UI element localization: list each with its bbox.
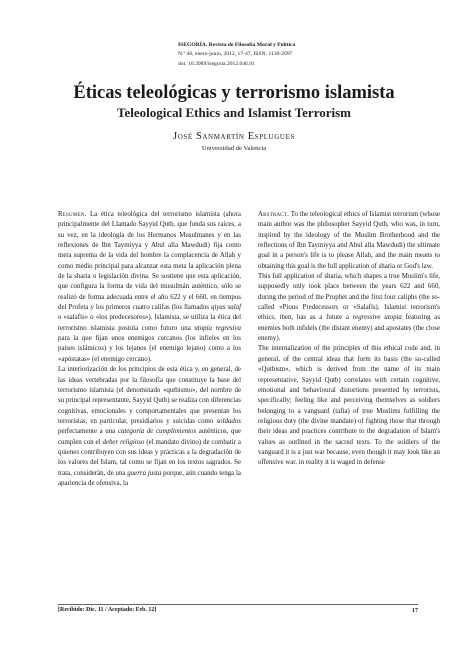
author-name: José Sanmartín Esplugues bbox=[173, 131, 295, 142]
title-english: Teleological Ethics and Islamist Terrorism bbox=[116, 105, 351, 120]
title-spanish: Éticas teleológicas y terrorismo islamista bbox=[73, 83, 395, 103]
abstract-es-text: para la que fijan unos enemigos cercanos (los infieles en los países islámicos) y los lejanos (el enemigo lejano) como a los «apóstatas» (el enemigo cercano). bbox=[58, 335, 241, 363]
abstract-es-paragraph-2 bbox=[58, 365, 241, 489]
abstract-es-text: (el mandato divino) de combatir a quienes contribuyen con sus ideas y prácticas a la degradación de los valores del Islam, tal como se fijan en los textos sagrados. Se trata, considerán, de una bbox=[58, 438, 241, 477]
abstract-en-label: Abstract. bbox=[258, 211, 290, 218]
abstract-en-text: To the teleological ethics of Islamist terrorism (whose main author was the philosopher Sayyid Qutb, who was, in turn, inspired by the ideology of the Muslim Brotherhood and the reflections of Ibn Taymiyya and Abul alla Mawdudi) the ultimate goal in a person's life is to please Allah, and the main means to obtaining this goal is the full application of sharia or God's law. bbox=[258, 211, 440, 270]
abstract-en-paragraph-3 bbox=[258, 344, 440, 468]
abstract-es-text: perfectamente a una bbox=[58, 428, 116, 436]
abstract-en-text: This full application of sharia, which shapes a true Muslim's life, supposedly only took place between the years 622 and 660, during the period of the Prophet and the first four caliphs (the so-called «Pious Predecessors or «Salafís). Islamist terrorism's ethics, then, has as a futute a bbox=[258, 273, 440, 322]
abstract-en-paragraph-1 bbox=[258, 210, 440, 272]
abstract-es-italic: deber religioso bbox=[102, 438, 145, 446]
abstract-es-italic: soldados bbox=[216, 417, 241, 425]
abstract-es-italic: utopía regresiva bbox=[194, 324, 241, 332]
abstract-en-italic: regressive utopia bbox=[352, 314, 402, 322]
abstract-es-text: auténticos, que cumplen con el bbox=[58, 428, 241, 446]
abstract-en-text: featuring as enemies both infidels (the distant enemy) and apostates (the close enemy). bbox=[258, 314, 440, 343]
title-block bbox=[30, 82, 438, 152]
abstract-es-paragraph-1 bbox=[58, 210, 241, 365]
author-affiliation: Universidad de Valencia bbox=[201, 145, 267, 152]
abstract-es-text: La interiorización de los principios de esta ética y, en general, de las ideas vertebradas por la filosofía que constituye la base del terrorismo islamista (el denominado «qutbismo», del nombre de su principal representante, Sayyid Qutb) se realiza con diferencias cognitivas, emocionales y comportamentales que presentan los terroristas, en particular, presidiarios y suicidas como bbox=[58, 366, 241, 425]
journal-doi: doi: 10.3989/isegoria.2012.046.01 bbox=[178, 60, 255, 67]
abstract-es-italic: guerra justa bbox=[127, 469, 162, 477]
abstract-english bbox=[258, 210, 440, 469]
abstract-en-text: The internalization of the principles of this ethical code and, in general, of the central ideas that form its basis (the so-called «Qutbism», which is derived from the name of its main representative, Sayyid Qutb) correlates with certain cognitive, emotional and behavioural distortions presented by terrorists, specifically; feeling like and perceiving themselves as soldiers belonging to a vanguard (tafia) of true Muslims fulfilling the religious duty (the divine mandate) of fighting those that through their ideas and practices contribute to the degradation of Islam's values as outlined in the sacred texts. To the soldiers of the vanguard it is a just war because, even though it may look like an offensive war, in reality it is waged in defense bbox=[258, 345, 440, 467]
abstract-es-text: porque, aún cuando tenga la apariencia de ofensiva, la bbox=[58, 469, 241, 487]
abstract-es-italic: categoría de cumplimientos bbox=[117, 428, 197, 436]
abstract-en-paragraph-2 bbox=[258, 272, 440, 344]
journal-issue: N.º 46, enero-junio, 2012, 17-47, ISSN: 1130-2097 bbox=[178, 51, 293, 58]
abstract-spanish bbox=[58, 210, 241, 489]
abstract-es-italic: qiyas salaf bbox=[211, 304, 241, 312]
journal-name: ISEGORÍA. Revista de Filosofía Moral y Política bbox=[178, 42, 296, 48]
abstract-es-text: o «salafís» o «los predecesores»). Islamista, se utiliza la ética del terrorismo islamista postula como futuro una bbox=[58, 314, 241, 332]
received-accepted-dates: [Recibido: Dic. 11 / Aceptado: Feb. 12] bbox=[58, 607, 157, 613]
page-number: 17 bbox=[412, 608, 418, 614]
page-footer bbox=[58, 604, 418, 613]
abstract-es-label: Resumen. bbox=[58, 211, 87, 218]
journal-header bbox=[178, 41, 418, 69]
abstract-es-text: La ética teleológica del terrorismo islamista (ahora principalmente del Llamado Sayyid Qutb, que funda sus raíces, a su vez, en la ideología de los Hermanos Musulmanes y en las reflexiones de Ibn Taymiyya y Abul alla Mawdudi) fija como meta suprema de la vida del hombre la complacencia de Allah y como medio principal para alcanzar esta meta la aplicación plena de la sharia o legislación divina. Se sostiene que esta aplicación, que configura la forma de vida del musulmán auténtico, sólo se realizó de forma adecuada entre el año 622 y el 660, en tiempos del Profeta y los primeros cuatro califas (los llamados bbox=[58, 211, 241, 312]
